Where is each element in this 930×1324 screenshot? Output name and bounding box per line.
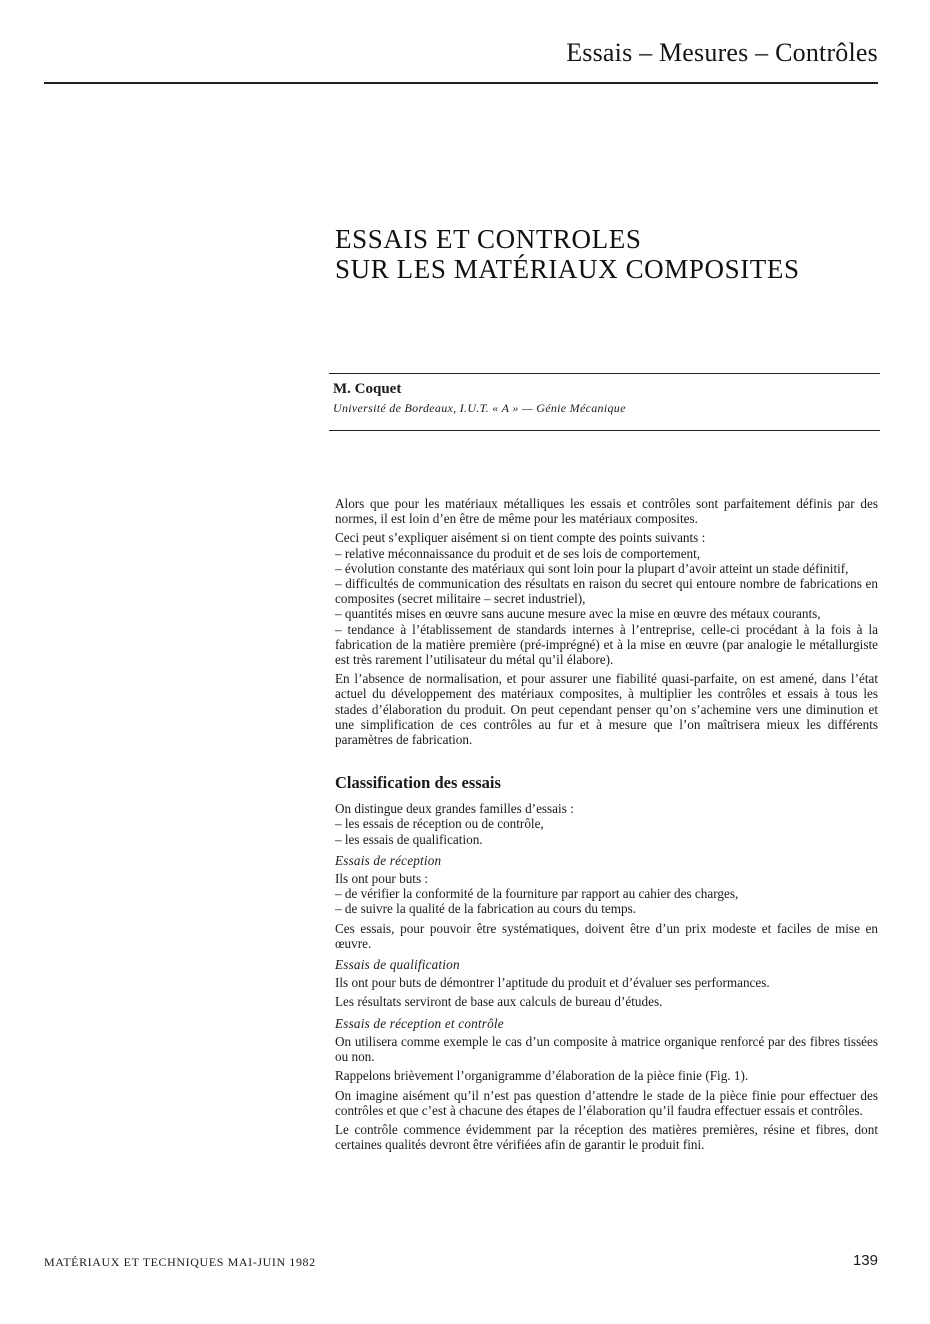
list-item: – les essais de réception ou de contrôle, [335,816,544,832]
list-item: – quantités mises en œuvre sans aucune mesure avec la mise en œuvre des métaux courants, [335,606,821,622]
author-rule-top [329,373,880,374]
list-item: – les essais de qualification. [335,831,483,847]
intro-paragraph: Ceci peut s’expliquer aisément si on tient compte des points suivants : [335,530,706,546]
list-item: – difficultés de communication des résultats en raison du secret qui entoure nombre de fabrications en composites (secret militaire – secret industriel), [335,576,878,607]
paragraph: Rappelons brièvement l’organigramme d’élaboration de la pièce finie (Fig. 1). [335,1068,749,1084]
paragraph: On utilisera comme exemple le cas d’un composite à matrice organique renforcé par des fibres tissées ou non. [335,1033,878,1065]
running-head: Essais – Mesures – Contrôles [566,38,878,67]
author-rule-bottom [329,430,880,431]
subsection-heading: Essais de qualification [335,957,460,973]
intro-paragraph: Alors que pour les matériaux métalliques les essais et contrôles sont parfaitement définis par des normes, il est loin d’en être de même pour les matériaux composites. [335,496,878,527]
author-affiliation: Université de Bordeaux, I.U.T. « A » — Génie Mécanique [333,401,626,415]
section-heading: Classification des essais [335,773,501,793]
title-line-2: SUR LES MATÉRIAUX COMPOSITES [335,254,800,284]
page-number: 139 [852,1252,878,1269]
paragraph: On imagine aisément qu’il n’est pas question d’attendre le stade de la pièce finie pour effectuer des contrôles et que c’est à chacune des étapes de l’élaboration qu’il faudra effectuer essais et contrôles. [335,1087,878,1118]
article-title [335,224,800,284]
footer-journal: MATÉRIAUX ET TECHNIQUES MAI-JUIN 1982 [44,1255,316,1269]
paragraph: On distingue deux grandes familles d’essais : [335,801,574,817]
header-rule [44,82,878,84]
intro-paragraph: En l’absence de normalisation, et pour assurer une fiabilité quasi-parfaite, on est amené, dans l’état actuel du développement des matériaux composites, à multiplier les contrôles et essais à tous les stades d’élaboration du produit. On peut cependant penser qu’on s’achemine vers une diminution et une simplification de ces contrôles au fur et à mesure que l’on maîtrisera mieux les différents paramètres de fabrication. [335,671,878,748]
list-item: – de suivre la qualité de la fabrication au cours du temps. [335,901,637,917]
subsection-heading: Essais de réception et contrôle [335,1015,504,1031]
author-name: M. Coquet [333,381,402,397]
title-line-1: ESSAIS ET CONTROLES [335,224,642,254]
article-body [335,496,878,1156]
paragraph: Ces essais, pour pouvoir être systématiques, doivent être d’un prix modeste et faciles de mise en œuvre. [335,920,878,951]
paragraph: Ils ont pour buts : [335,871,429,887]
subsection-heading: Essais de réception [335,852,442,868]
paragraph: Les résultats serviront de base aux calculs de bureau d’études. [335,994,663,1010]
paragraph: Le contrôle commence évidemment par la réception des matières premières, résine et fibres, dont certaines qualités devront être vérifiées afin de garantir le produit fini. [335,1121,878,1153]
paragraph: Ils ont pour buts de démontrer l’aptitude du produit et d’évaluer ses performances. [335,975,770,991]
list-item: – relative méconnaissance du produit et de ses lois de comportement, [335,545,701,561]
list-item: – évolution constante des matériaux qui sont loin pour la plupart d’avoir atteint un stade définitif, [335,560,849,576]
list-item: – tendance à l’établissement de standards internes à l’entreprise, celle-ci procédant à la fois à la fabrication de la matière première (pré-imprégné) et à la mise en œuvre (par analogie le métallurgiste est très rarement l’utilisateur du métal qu’il élabore). [335,621,878,668]
list-item: – de vérifier la conformité de la fourniture par rapport au cahier des charges, [335,886,739,902]
